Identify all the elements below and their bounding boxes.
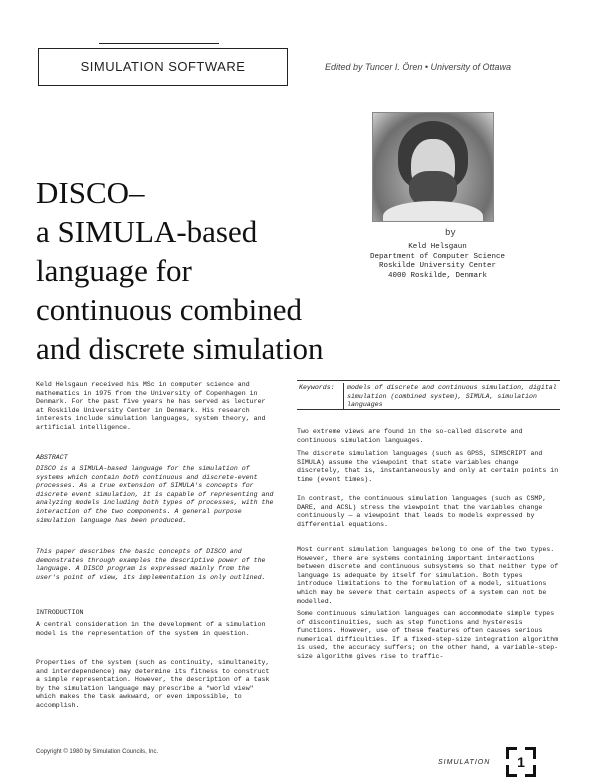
author-address: 4000 Roskilde, Denmark — [387, 271, 488, 280]
abstract-paragraph: DISCO is a SIMULA-based language for the simulation of systems which contain both continuous and discrete-event processes. As a true extension of SIMULA's concepts for discrete event simulation, it is capable of representing and analyzing models including both types of processes, with the interaction of the two components. A general purpose simulation language has been produced. — [36, 465, 274, 524]
keywords-box — [297, 380, 560, 410]
body-paragraph: Two extreme views are found in the so-called discrete and continuous simulation languages. — [297, 428, 523, 444]
title-line: language for — [36, 253, 192, 288]
author-university: Roskilde University Center — [378, 262, 497, 270]
article-title — [36, 173, 366, 368]
page-number: 1 — [517, 754, 525, 770]
body-paragraph: Some continuous simulation languages can accommodate simple types of discontinuities, such as step functions and hysteresis functions. However, use of these features often causes serious numerical difficulties. If a fixed-step-size integration algorithm is used, the accuracy suffers; on the other hand, a variable-step-size algorithm gives rise to traffic- — [297, 610, 559, 660]
journal-name: SIMULATION — [438, 759, 491, 766]
body-paragraph: Properties of the system (such as continuity, simultaneity, and interdependence) may determine its fitness to construct a simple representation. However, the description of a task by the simulation language may prescribe a "world view" which makes the task awkward, or even impossible, to accomplish. — [36, 659, 270, 709]
page-number-box — [506, 747, 536, 777]
editor-credit: Edited by Tuncer I. Ören • University of Ottawa — [325, 62, 512, 72]
byline-by: by — [445, 228, 456, 238]
author-name: Keld Helsgaun — [408, 243, 467, 251]
title-line: and discrete simulation — [36, 331, 324, 366]
abstract-heading: ABSTRACT — [36, 454, 68, 461]
keywords-text: models of discrete and continuous simulation, digital simulation (combined system), SIMULA, simulation languages — [347, 384, 557, 409]
author-department: Department of Computer Science — [369, 252, 506, 261]
body-paragraph: Most current simulation languages belong to one of the two types. However, there are systems containing important interactions between discrete and continuous subsystems so that neither type of language is adequate by itself for simulation. Both types introduce limitations to the formulation of a model, situations which may be severe that certain aspects of a system can not be modelled. — [297, 546, 559, 605]
title-line: continuous combined — [36, 292, 303, 327]
author-bio: Keld Helsgaun received his MSc in computer science and mathematics in 1975 from the University of Copenhagen in Denmark. For the past five years he has served as lecturer at Roskilde University Center in Denmark. His research interests include simulation languages, system theory, and artificial intelligence. — [36, 381, 266, 431]
title-line: a SIMULA-based — [36, 214, 258, 249]
body-paragraph: In contrast, the continuous simulation languages (such as CSMP, DARE, and ACSL) stress the viewpoint that the variables change continuously — a viewpoint that leads to models expressed by differential equations. — [297, 495, 547, 528]
section-header-box — [38, 48, 288, 86]
introduction-heading: INTRODUCTION — [36, 609, 84, 616]
abstract-paragraph: This paper describes the basic concepts of DISCO and demonstrates through examples the descriptive power of the language. A DISCO program is expressed mainly from the user's point of view, its implementation is only outlined. — [36, 548, 266, 581]
title-line: DISCO– — [36, 175, 145, 210]
copyright-notice: Copyright © 1980 by Simulation Councils, Inc. — [36, 749, 159, 755]
keywords-label: Keywords: — [299, 384, 335, 391]
section-title: SIMULATION SOFTWARE — [80, 59, 246, 74]
body-paragraph: The discrete simulation languages (such as GPSS, SIMSCRIPT and SIMULA) assume the viewpoint that state variables change discretely, that is, instantaneously and only at certain points in time (event times). — [297, 450, 559, 483]
author-block — [330, 243, 545, 281]
body-paragraph: A central consideration in the development of a simulation model is the representation of the system in question. — [36, 621, 266, 637]
author-portrait — [372, 112, 494, 222]
